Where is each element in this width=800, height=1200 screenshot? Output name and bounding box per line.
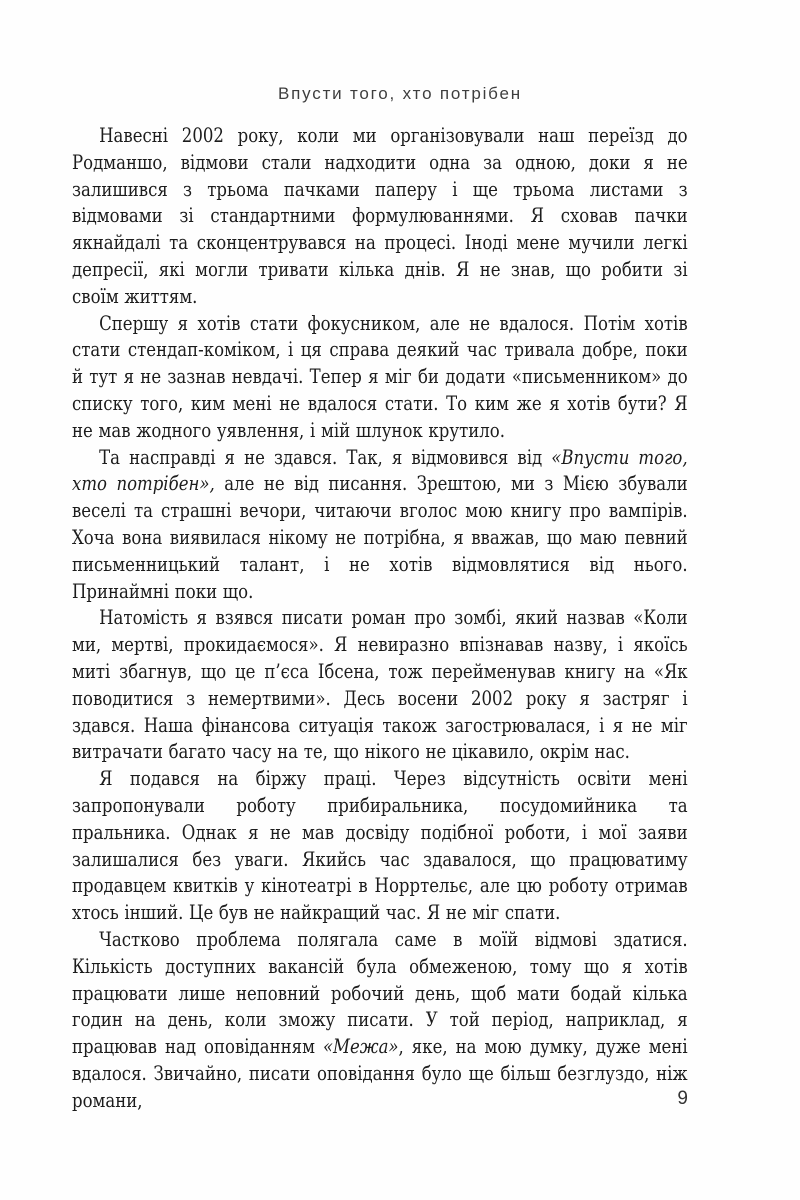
italic-text-run: «Впусти того, хто потрібен», (72, 445, 688, 496)
paragraph (72, 123, 688, 311)
text-run: Та насправді я не здався. Так, я відмовився від (99, 445, 552, 469)
running-header: Впусти того, хто потрібен (278, 84, 522, 103)
text-run: Я подався на біржу праці. Через відсутність освіти мені запропонували роботу прибиральника, посудомийника та пральника. Однак я не мав досвіду подібної роботи, і мої заяви залишалися без уваги. Якийсь час здавалося, що працюватиму продавцем квитків у кінотеатрі в Норртельє, але цю роботу отримав хтось інший. Це був не найкращий час. Я не міг спати. (72, 767, 688, 925)
paragraph (72, 445, 688, 606)
text-run: але не від писання. Зрештою, ми з Мією збували веселі та страшні вечори, читаючи вголос мою книгу про вампірів. Хоча вона виявилася нікому не потрібна, я вважав, що маю певний письменницький талант, і не хотів відмовлятися від нього. Принаймні поки що. (72, 472, 688, 603)
body-text (72, 123, 688, 1114)
text-run: Частково проблема полягала саме в моїй відмові здатися. Кількість доступних вакансій була обмеженою, тому що я хотів працювати лише неповний робочий день, щоб мати бодай кілька годин на день, коли зможу писати. У той період, наприклад, я працював над оповіданням (72, 927, 688, 1059)
paragraph (72, 605, 688, 766)
paragraph (72, 927, 688, 1115)
text-run: Спершу я хотів стати фокусником, але не вдалося. Потім хотів стати стендап-коміком, і ця справа деякий час тривала добре, поки й тут я не зазнав невдачі. Тепер я міг би додати «письменником» до списку того, ким мені не вдалося стати. То ким же я хотів бути? Я не мав жодного уявлення, і мій шлунок крутило. (72, 311, 688, 442)
page-number: 9 (677, 1088, 688, 1109)
text-run: Навесні 2002 року, коли ми організовували наш переїзд до Родманшо, відмови стали надходити одна за одною, доки я не залишився з трьома пачками паперу і ще трьома листами з відмовами зі стандартними формулюваннями. Я сховав пачки якнайдалі та сконцентрувався на процесі. Іноді мене мучили легкі депресії, які могли тривати кілька днів. Я не знав, що робити зі своїм життям. (72, 124, 688, 308)
paragraph (72, 311, 688, 445)
paragraph (72, 766, 688, 927)
italic-text-run: «Межа» (322, 1035, 399, 1059)
text-run: , яке, на мою думку, дуже мені вдалося. Звичайно, писати оповідання було ще більш безглуздо, ніж романи, (72, 1035, 688, 1112)
text-run: Натомість я взявся писати роман про зомбі, який назвав «Коли ми, мертві, прокидаємося». Я невиразно впізнавав назву, і якоїсь миті збагнув, що це п’єса Ібсена, тож перейменував книгу на «Як поводитися з немертвими». Десь восени 2002 року я застряг і здався. Наша фінансова ситуація також загострювалася, і я не міг витрачати багато часу на те, що нікого не цікавило, окрім нас. (72, 606, 688, 764)
